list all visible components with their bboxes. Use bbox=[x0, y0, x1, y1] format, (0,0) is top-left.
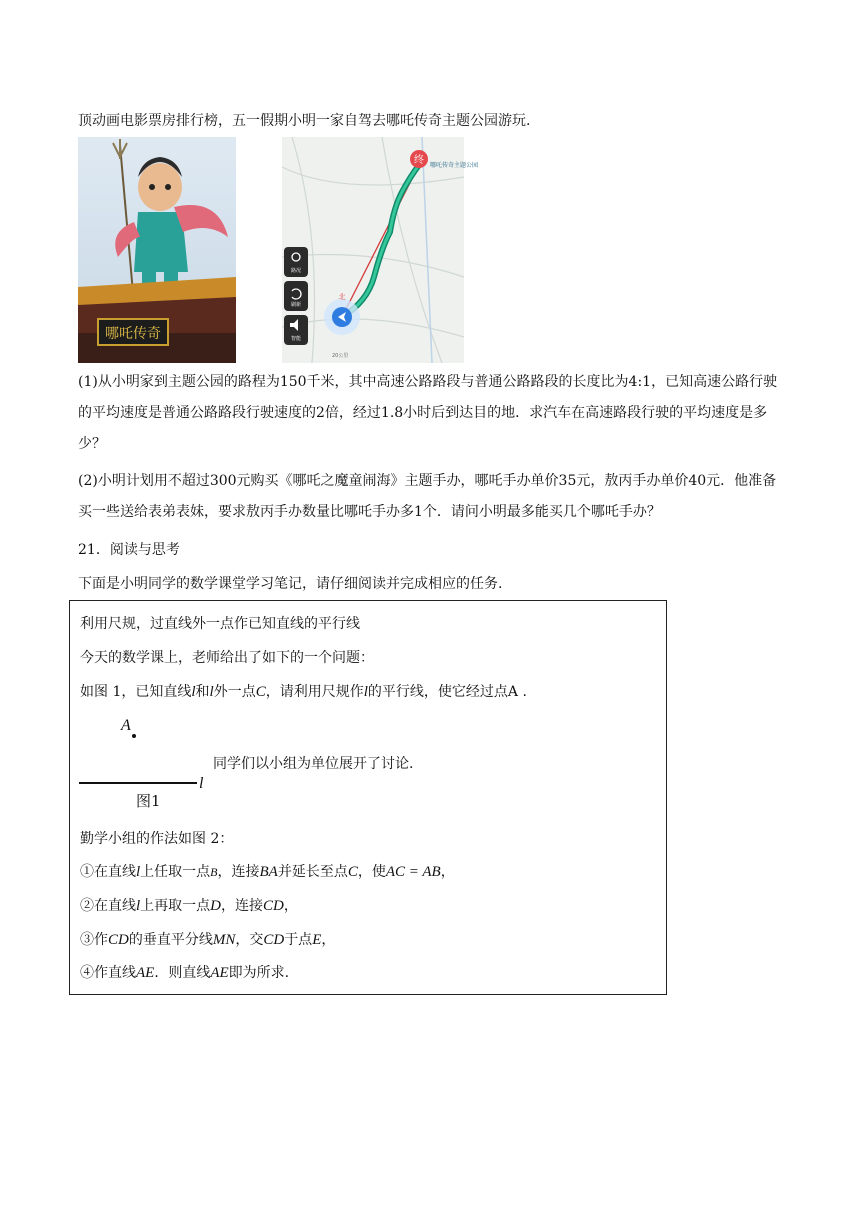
figure-1 bbox=[70, 713, 210, 813]
step-4: ④作直线AE．则直线AE即为所求. bbox=[80, 965, 290, 981]
notes-title: 利用尺规，过直线外一点作已知直线的平行线 bbox=[80, 616, 360, 632]
question-1: (1)从小明家到主题公园的路程为150千米，其中高速公路路段与普通公路路段的长度比为4:1，已知高速公路行驶的平均速度是普通公路路段行驶速度的2倍，经过1.8小时后到达目的地．求汽车在高速路段行驶的平均速度是多少？ bbox=[78, 374, 778, 452]
group-method: 勤学小组的作法如图 2： bbox=[80, 831, 234, 847]
notes-line-2: 如图 1，已知直线l和l外一点C，请利用尺规作l的平行线，使它经过点A . bbox=[80, 684, 527, 700]
line-l bbox=[79, 782, 197, 784]
north-label: 北 bbox=[338, 293, 346, 301]
study-notes-box bbox=[69, 600, 667, 995]
nezha-statue-photo bbox=[78, 137, 236, 363]
fig-line-l-label: l bbox=[199, 775, 204, 792]
notes-line-1: 今天的数学课上，老师给出了如下的一个问题： bbox=[80, 650, 374, 666]
step-1: ①在直线l上任取一点B，连接BA并延长至点C，使AC = AB， bbox=[80, 864, 455, 880]
map-scale: 20公里 bbox=[332, 353, 349, 359]
question-21-title: 21．阅读与思考 bbox=[78, 542, 180, 558]
step-3: ③作CD的垂直平分线MN，交CD于点E， bbox=[80, 932, 336, 948]
voice-button-label: 智能 bbox=[290, 336, 302, 342]
refresh-button-label: 刷新 bbox=[290, 302, 302, 308]
traffic-button-label: 路况 bbox=[290, 268, 302, 274]
discussion-text: 同学们以小组为单位展开了讨论. bbox=[213, 756, 414, 772]
destination-label: 哪吒传奇主题公园 bbox=[430, 162, 479, 169]
question-2: (2)小明计划用不超过300元购买《哪吒之魔童闹海》主题手办，哪吒手办单价35元，敖丙手办单价40元．他准备买一些送给表弟表妹，要求敖丙手办数量比哪吒手办多1个．请问小明最多能买几个哪吒手办？ bbox=[78, 473, 777, 520]
route-map bbox=[282, 137, 479, 363]
question-21-intro: 下面是小明同学的数学课堂学习笔记，请仔细阅读并完成相应的任务. bbox=[78, 576, 503, 592]
step-2: ②在直线l上再取一点D，连接CD， bbox=[80, 898, 298, 914]
point-a-dot bbox=[132, 734, 136, 738]
photo-sign-text: 哪吒传奇 bbox=[105, 326, 161, 342]
fig-point-a-label: A bbox=[121, 717, 131, 734]
intro-line: 顶动画电影票房排行榜，五一假期小明一家自驾去哪吒传奇主题公园游玩. bbox=[78, 113, 531, 129]
end-marker-label: 终 bbox=[414, 155, 424, 166]
figure-1-caption: 图1 bbox=[136, 792, 161, 810]
